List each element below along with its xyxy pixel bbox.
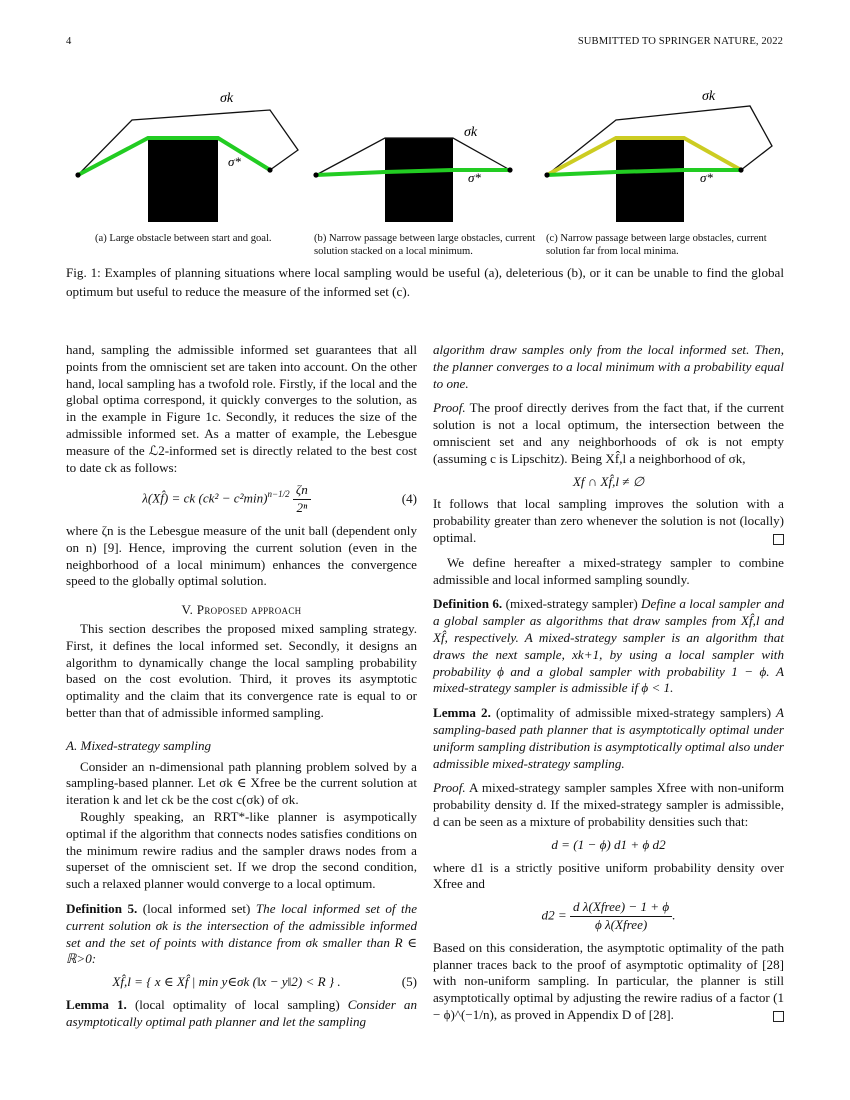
section-heading: V. Proposed approach — [181, 602, 302, 618]
equation-number-5: (5) — [401, 974, 417, 990]
page-number: 4 — [66, 36, 72, 47]
lemma-label: Lemma 1. — [66, 996, 127, 1012]
goal-node-c — [738, 167, 743, 172]
proof-label: Proof. — [433, 780, 466, 796]
goal-node-a — [267, 167, 272, 172]
start-node-b — [313, 172, 318, 177]
eq4-fraction-den: 2ⁿ — [296, 500, 308, 516]
lemma-2 — [433, 705, 784, 772]
eq4-fraction — [293, 482, 311, 517]
obstacle-c — [616, 138, 684, 222]
paragraph — [433, 940, 784, 1024]
equation-5 — [66, 974, 417, 991]
goal-node-b — [507, 167, 512, 172]
definition-label: Definition 6. — [433, 596, 503, 612]
equation-d2: d2 = $\frac{\text{d λ(Xfree) − 1 + ϕ}}{\text{ϕ λ(Xfree)}}$ . — [541, 899, 676, 932]
lemma-name: (local optimality of local sampling) — [134, 996, 340, 1012]
qed-icon — [773, 1011, 784, 1022]
right-column — [433, 342, 784, 1024]
lemma-1-continued: algorithm draw samples only from the local informed set. Then, the planner converges to a local minimum with a probability equal to one. — [433, 342, 784, 391]
left-column — [66, 342, 417, 1030]
label-sigma-star-b: σ* — [468, 170, 481, 185]
definition-5 — [66, 901, 417, 968]
paragraph: where ζn is the Lebesgue measure of the unit ball (dependent only on n) [9]. Hence, improving the current solution (even in the neighborhood of a local minimum) enhances the convergence speed to the globally optimal solution. — [66, 522, 417, 589]
eq4-exponent-num: n−1 — [267, 489, 283, 500]
paragraph-text: It follows that local sampling improves the solution with a probability greater than zero whenever the solution is not (locally) optimal. — [433, 496, 784, 545]
proof-2 — [433, 780, 784, 830]
subsection-heading: A. Mixed-strategy sampling — [66, 737, 212, 753]
equation-number-4: (4) — [401, 491, 417, 507]
figure-1 — [60, 82, 790, 222]
definition-label: Definition 5. — [66, 900, 138, 916]
start-node-c — [544, 172, 549, 177]
label-sigma-k-b: σk — [464, 125, 478, 140]
paragraph: where d1 is a strictly positive uniform probability density over Xfree and — [433, 859, 784, 892]
definition-text: Define a local sampler and a global sampler as algorithms that draw samples from Xf̂,l and Xf̂, respectively. A mixed-strategy sampler is an algorithm that draws the next sample, xk+1, by using a local sampler with probability ϕ and a global sampler with probability 1 − ϕ. A mixed-strategy sampler is admissible if ϕ < 1. — [433, 596, 785, 696]
eq4-fraction-num: ζn — [293, 482, 311, 500]
eq4-exponent-den: 2 — [285, 489, 290, 500]
panel-a — [75, 91, 298, 222]
panel-c — [544, 89, 772, 222]
eq5-body: Xf̂,l = { x ∈ Xf̂ | min y∈σk (‖x − y‖2) < R } . — [112, 974, 341, 990]
paragraph: Consider an n-dimensional path planning problem solved by a sampling-based planner. Let σk ∈ Xfree be the current solution at iteration k and let ck be the cost c(σk) of σk. — [66, 758, 417, 808]
eq-d2-den: ϕ λ(Xfree) — [594, 916, 648, 932]
eq-d2-lhs: d2 = — [541, 907, 567, 923]
label-sigma-k-c: σk — [702, 89, 716, 104]
definition-name: (local informed set) — [142, 900, 251, 916]
paragraph-text: Based on this consideration, the asymptotic optimality of the path planner traces back to the proof of asymptotic optimality of [28] with non-uniform sampling. In particular, the planner is still asymptotically optimal by adjusting the rewire radius of a factor (1 − ϕ)^(−1/n), as proved in Appendix D of [28]. — [433, 939, 784, 1022]
paragraph: hand, sampling the admissible informed set guarantees that all points from the omniscient set are taken into account. On the other hand, local sampling has a twofold role. Firstly, if the local and the global optima correspond, it quickly converges to the solution, as in the example in Figure 1c. Secondly, it reduces the size of the admissible informed set. As a matter of example, the Lebesgue measure of the ℒ2-informed set is directly related to the best cost to date ck as follows: — [66, 342, 417, 475]
label-sigma-star-a: σ* — [228, 154, 241, 169]
proof-label: Proof. — [433, 400, 466, 416]
definition-text: The local informed set of the current solution σk is the intersection of the admissible informed set and the set of points with distance from σk smaller than R ∈ ℝ>0: — [66, 900, 417, 967]
subcaption-b: (b) Narrow passage between large obstacles, current solution stacked on a local minimum. — [314, 233, 536, 258]
panel-b — [313, 125, 512, 222]
proof-text: A mixed-strategy sampler samples Xfree with non-uniform probability density d. If the mixed-strategy sampler is admissible, d can be seen as a mixture of probability densities such that: — [433, 780, 784, 829]
obstacle-a — [148, 138, 218, 222]
lemma-text: Consider an asymptotically optimal path planner and let the sampling — [66, 996, 417, 1029]
subcaption-a: (a) Large obstacle between start and goal. — [95, 233, 272, 244]
figure-caption: Fig. 1: Examples of planning situations where local sampling would be useful (a), deleterious (b), or it can be unable to find the global optimum but useful to reduce the measure of the informed set (c). — [66, 265, 784, 299]
equation-intersection: Xf ∩ Xf̂,l ≠ ∅ — [572, 473, 645, 489]
paragraph — [433, 496, 784, 546]
paragraph: We define hereafter a mixed-strategy sampler to combine admissible and local informed sampling soundly. — [433, 554, 784, 587]
running-header: SUBMITTED TO SPRINGER NATURE, 2022 — [577, 36, 783, 47]
lemma-name: (optimality of admissible mixed-strategy samplers) — [496, 705, 772, 721]
definition-name: (mixed-strategy sampler) — [505, 596, 638, 612]
label-sigma-k-a: σk — [220, 91, 234, 106]
proof-1 — [433, 400, 784, 467]
paragraph: This section describes the proposed mixed sampling strategy. First, it defines the local informed set. Secondly, it designs an algorithm to dynamically change the local sampling probability based on the cost evolution. Third, it proves its asymptotic optimality and the claim that its convergence rate is equal to or better than that of admissible informed sampling. — [66, 620, 417, 720]
eq-d2-num: d λ(Xfree) − 1 + ϕ — [570, 899, 672, 917]
paragraph: Roughly speaking, an RRT*-like planner is asympotically optimal if the algorithm that connects nodes satisfies conditions on the minimum rewire radius and the sampler draws nodes from a superset of the omniscient set. If we drop the second condition, such a relaxed planner would converge to a local optimum. — [66, 808, 417, 892]
label-sigma-star-c: σ* — [700, 170, 713, 185]
lemma-1 — [66, 997, 417, 1031]
qed-icon — [773, 534, 784, 545]
obstacle-b — [385, 138, 453, 222]
subcaption-c: (c) Narrow passage between large obstacles, current solution far from local minima. — [546, 233, 767, 258]
equation-d: d = (1 − ϕ) d1 + ϕ d2 — [551, 836, 666, 852]
lemma-text: A sampling-based path planner that is asymptotically optimal under uniform sampling distribution is asymptotically optimal also under admissible mixed-strategy sampling. — [433, 705, 784, 771]
equation-4: λ(Xf̂) = ck $(ck^2 - c^2\min)^{n-1/2}$ $\frac{\zeta n}{\text{2ⁿ}}$ (4) — [142, 482, 417, 516]
proof-text: The proof directly derives from the fact that, if the current solution is not a local optimum, the intersection between the omniscient set and any neighborhoods of σk is not empty (assuming c is Lipschitz). Being Xf̂,l a neighborhood of σk, — [433, 400, 784, 466]
definition-6 — [433, 596, 784, 697]
eq-d2-fraction — [570, 899, 672, 934]
start-node-a — [75, 172, 80, 177]
lemma-label: Lemma 2. — [433, 705, 491, 721]
eq4-lhs: λ(Xf̂) = ck (ck² − c²min) — [142, 490, 268, 506]
